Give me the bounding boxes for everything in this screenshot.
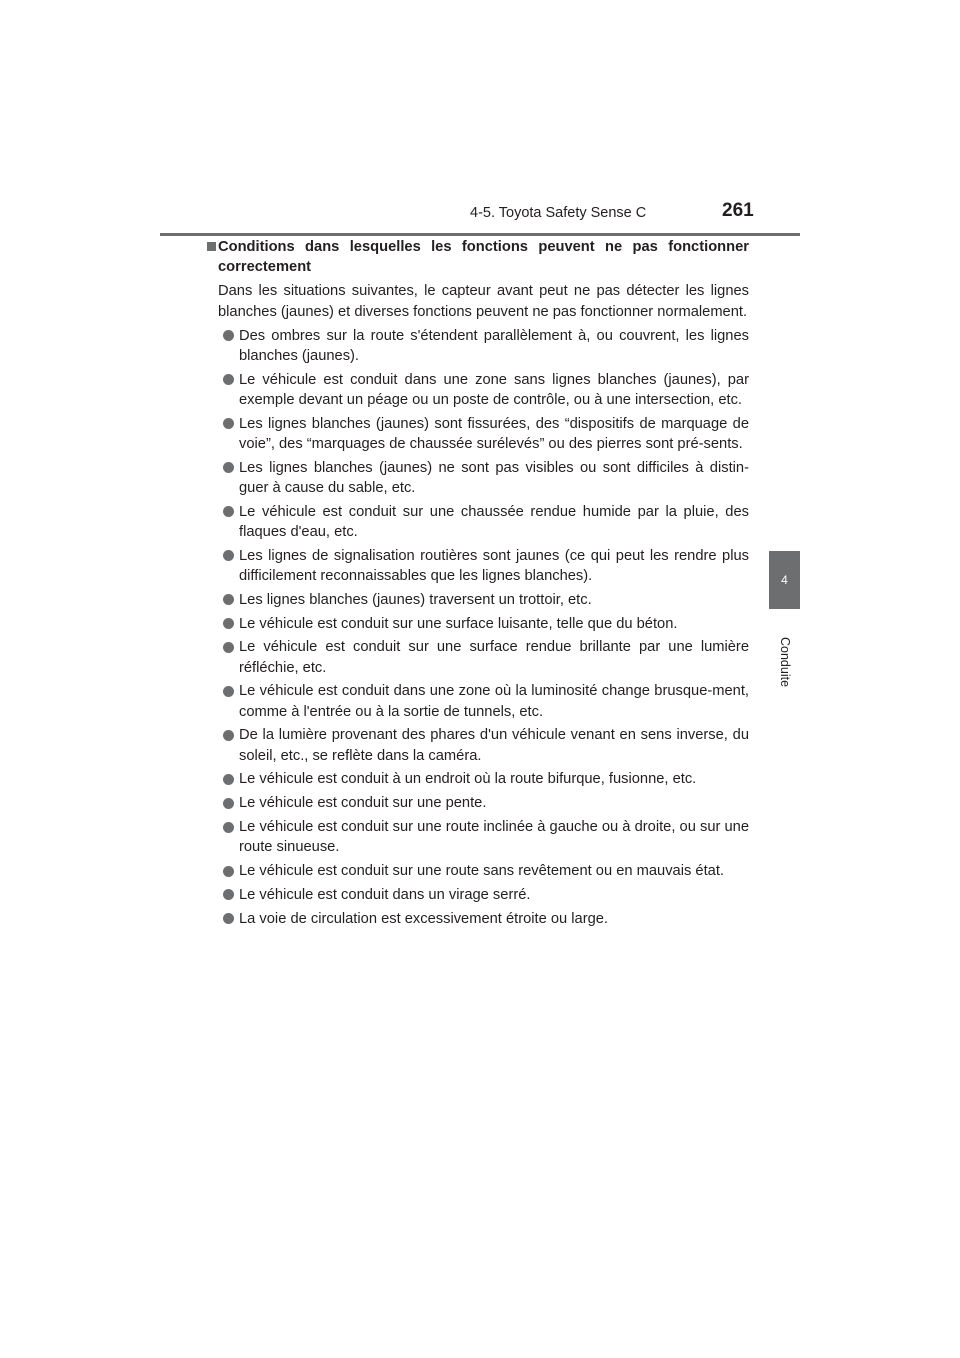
list-item-text: Le véhicule est conduit sur une chaussée rendue humide par la pluie, des flaques d'eau, etc.	[239, 503, 749, 541]
chapter-label: Conduite	[778, 637, 792, 688]
bullet-icon	[223, 618, 234, 629]
bullet-icon	[223, 550, 234, 561]
bullet-icon	[223, 374, 234, 385]
section-title: Conditions dans lesquelles les fonctions peuvent ne pas fonctionner correctement	[218, 239, 749, 276]
bullet-icon	[223, 642, 234, 653]
condition-list	[218, 326, 749, 929]
list-item	[218, 769, 749, 789]
bullet-icon	[223, 866, 234, 877]
list-item-text: Le véhicule est conduit dans un virage serré.	[239, 886, 531, 903]
list-item	[218, 458, 749, 498]
chapter-number: 4	[781, 573, 788, 587]
chapter-tab	[769, 551, 800, 609]
list-item	[218, 546, 749, 586]
bullet-icon	[223, 330, 234, 341]
section-intro: Dans les situations suivantes, le capteur avant peut ne pas détecter les lignes blanches (jaunes) et diverses fonctions peuvent ne pas fonctionner normalement.	[218, 283, 749, 320]
bullet-icon	[223, 594, 234, 605]
bullet-icon	[223, 822, 234, 833]
bullet-icon	[223, 506, 234, 517]
list-item	[218, 909, 749, 929]
bullet-icon	[223, 889, 234, 900]
list-item	[218, 861, 749, 881]
list-item	[218, 370, 749, 410]
list-item	[218, 637, 749, 677]
list-item	[218, 590, 749, 610]
page-number: 261	[722, 200, 754, 221]
list-item	[218, 817, 749, 857]
list-item-text: Des ombres sur la route s'étendent parallèlement à, ou couvrent, les lignes blanches (jaunes).	[239, 327, 749, 365]
list-item-text: Le véhicule est conduit dans une zone où la luminosité change brusque-ment, comme à l'entrée ou à la sortie de tunnels, etc.	[239, 683, 749, 720]
list-item-text: Les lignes blanches (jaunes) sont fissurées, des “dispositifs de marquage de voie”, des “marquages de chaussée surélevés” ou des pierres sont pré-sents.	[239, 415, 749, 453]
square-bullet-icon	[207, 242, 216, 251]
list-item-text: Le véhicule est conduit sur une surface luisante, telle que du béton.	[239, 615, 678, 632]
list-item	[218, 681, 749, 721]
list-item-text: Le véhicule est conduit dans une zone sans lignes blanches (jaunes), par exemple devant un péage ou un poste de contrôle, ou à une intersection, etc.	[239, 371, 749, 409]
list-item-text: De la lumière provenant des phares d'un véhicule venant en sens inverse, du soleil, etc., se reflète dans la caméra.	[239, 727, 749, 764]
list-item-text: Les lignes de signalisation routières sont jaunes (ce qui peut les rendre plus difficilement reconnaissables que les lignes blanches).	[239, 547, 749, 585]
bullet-icon	[223, 418, 234, 429]
list-item	[218, 326, 749, 366]
bullet-icon	[223, 462, 234, 473]
bullet-icon	[223, 913, 234, 924]
bullet-icon	[223, 798, 234, 809]
bullet-icon	[223, 686, 234, 697]
list-item	[218, 502, 749, 542]
list-item-text: Les lignes blanches (jaunes) traversent un trottoir, etc.	[239, 591, 592, 608]
list-item-text: Le véhicule est conduit sur une route inclinée à gauche ou à droite, ou sur une route sinueuse.	[239, 819, 749, 856]
list-item-text: La voie de circulation est excessivement étroite ou large.	[239, 910, 609, 927]
section-heading	[218, 237, 749, 277]
list-item-text: Les lignes blanches (jaunes) ne sont pas visibles ou sont difficiles à distin-guer à cause du sable, etc.	[239, 459, 749, 497]
list-item-text: Le véhicule est conduit sur une route sans revêtement ou en mauvais état.	[239, 863, 724, 879]
list-item	[218, 725, 749, 765]
section-header: 4-5. Toyota Safety Sense C	[470, 205, 647, 221]
header-divider	[160, 233, 800, 236]
bullet-icon	[223, 774, 234, 785]
list-item	[218, 885, 749, 905]
main-content	[218, 237, 749, 932]
list-item	[218, 614, 749, 634]
list-item	[218, 414, 749, 454]
list-item	[218, 793, 749, 813]
bullet-icon	[223, 730, 234, 741]
list-item-text: Le véhicule est conduit à un endroit où la route bifurque, fusionne, etc.	[239, 771, 697, 788]
list-item-text: Le véhicule est conduit sur une pente.	[239, 795, 487, 812]
list-item-text: Le véhicule est conduit sur une surface rendue brillante par une lumière réfléchie, etc.	[239, 639, 749, 676]
